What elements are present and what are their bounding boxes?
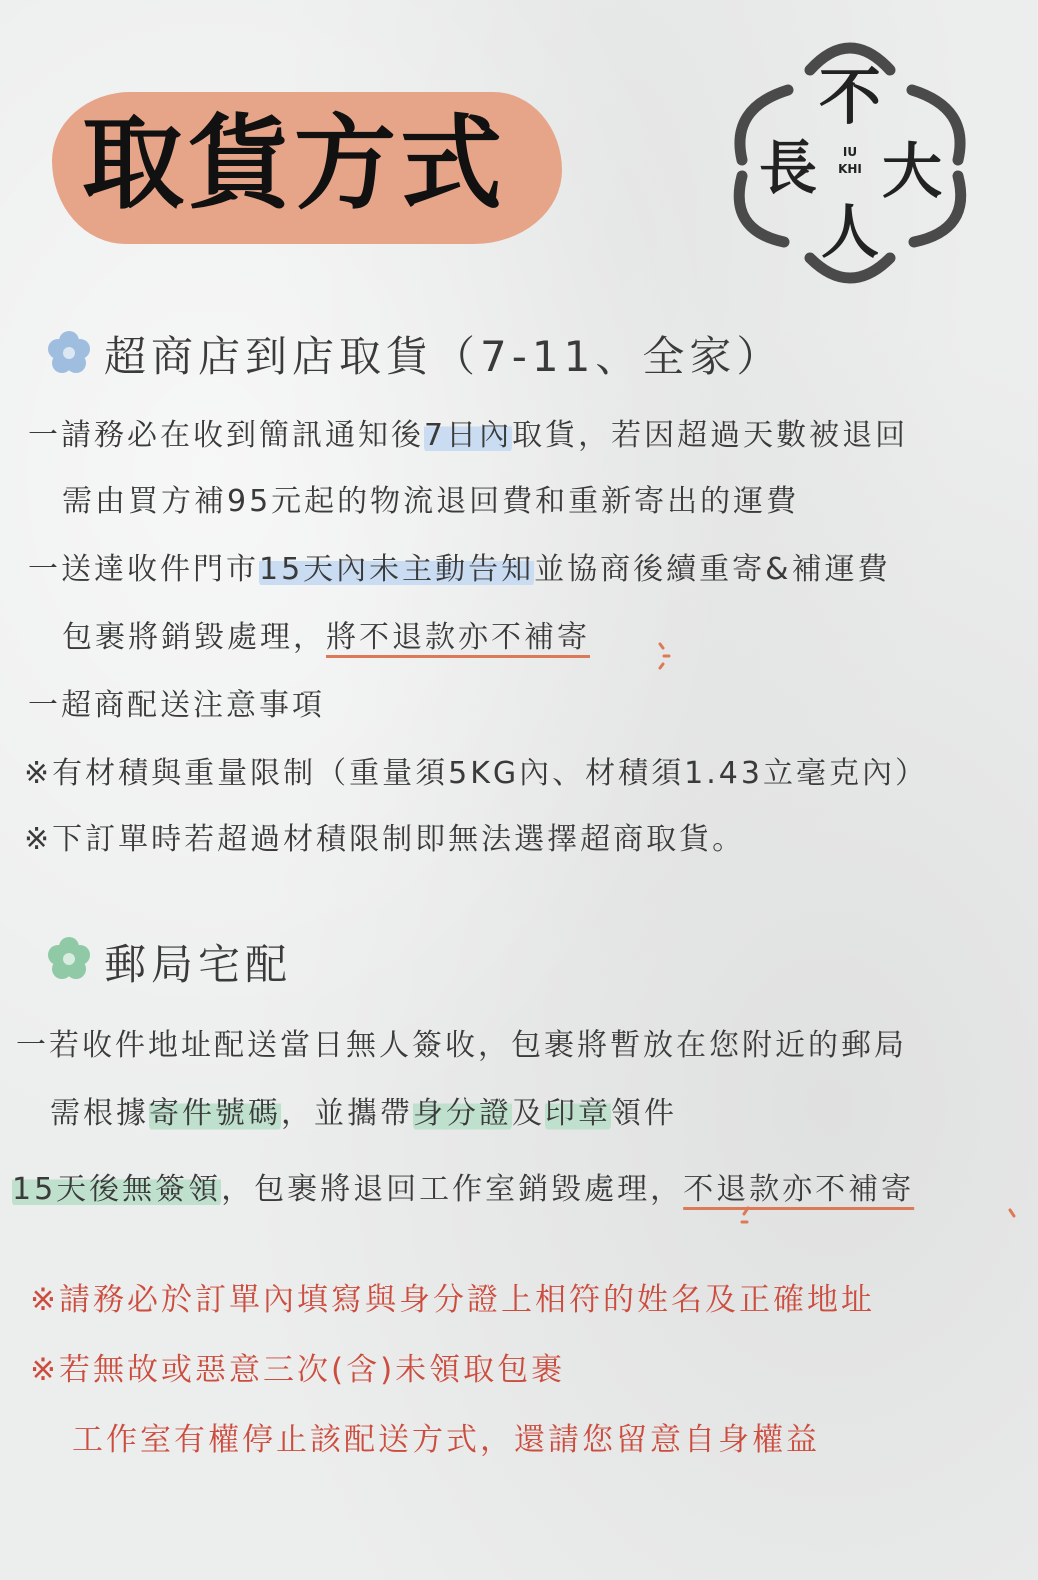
highlight-tracking-number: 寄件號碼 <box>149 1096 281 1131</box>
note-stop-delivery: 工作室有權停止該配送方式，還請您留意自身權益 <box>72 1422 820 1458</box>
text-line: 15天後無簽領，包裹將退回工作室銷毀處理，不退款亦不補寄 <box>12 1172 915 1207</box>
note-unclaimed-warning: ※若無故或惡意三次(含)未領取包裹 <box>30 1352 566 1388</box>
text-line: ※有材積與重量限制（重量須5KG內、材積須1.43立毫克內） <box>24 756 928 791</box>
logo-char-top: 不 <box>818 60 882 133</box>
brand-logo <box>722 30 978 292</box>
text-line: 一超商配送注意事項 <box>28 688 325 723</box>
section-heading-post-office: 郵局宅配 <box>104 940 293 989</box>
sparkle-icon <box>1006 1206 1020 1226</box>
sparkle-icon <box>738 1204 752 1228</box>
page-title: 取貨方式 <box>82 105 506 224</box>
highlight-id-card: 身分證 <box>413 1096 512 1131</box>
logo-char-left: 長 <box>758 134 818 202</box>
flower-icon <box>46 330 92 376</box>
highlight-15-days-unclaimed: 15天後無簽領 <box>12 1172 222 1207</box>
text-line: 需由買方補95元起的物流退回費和重新寄出的運費 <box>62 484 800 519</box>
text-line: 一送達收件門市15天內未主動告知並協商後續重寄&補運費 <box>28 552 891 587</box>
flower-icon <box>46 936 92 982</box>
highlight-15-days: 15天內未主動告知 <box>259 552 535 587</box>
text-line: ※下訂單時若超過材積限制即無法選擇超商取貨。 <box>24 822 746 857</box>
logo-char-right: 大 <box>882 137 942 207</box>
underlined-no-refund-2: 不退款亦不補寄 <box>683 1172 915 1207</box>
underlined-no-refund: 將不退款亦不補寄 <box>326 620 590 655</box>
text-line: 一若收件地址配送當日無人簽收，包裹將暫放在您附近的郵局 <box>16 1028 907 1063</box>
logo-khi: KHI <box>838 162 862 176</box>
text-line: 需根據寄件號碼，並攜帶身分證及印章領件 <box>50 1096 677 1131</box>
section-heading-convenience-store: 超商店到店取貨（7-11、全家） <box>104 332 784 381</box>
highlight-7-days: 7日內 <box>424 418 513 453</box>
text-line: 包裹將銷毀處理，將不退款亦不補寄 <box>62 620 590 655</box>
note-name-address: ※請務必於訂單內填寫與身分證上相符的姓名及正確地址 <box>30 1282 875 1318</box>
logo-iu: IU <box>842 145 858 159</box>
logo-char-bottom: 人 <box>820 198 880 266</box>
highlight-seal: 印章 <box>545 1096 611 1131</box>
text-line: 一請務必在收到簡訊通知後7日內取貨，若因超過天數被退回 <box>28 418 909 453</box>
sparkle-icon <box>654 638 676 674</box>
